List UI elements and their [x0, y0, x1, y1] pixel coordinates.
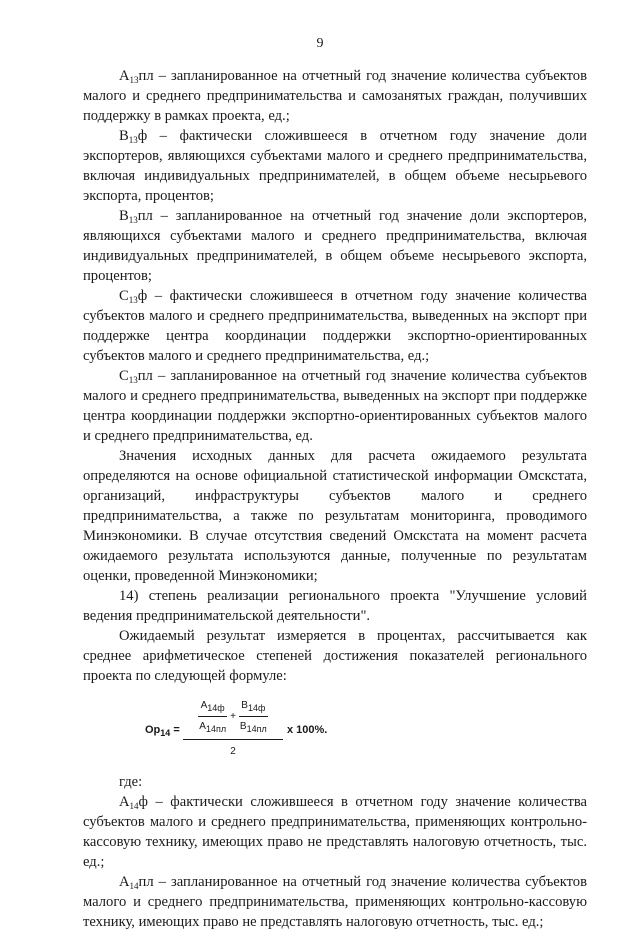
ratio-a14: $А_{14ф}$ $А_{14пл}$	[198, 696, 227, 737]
formula-or14	[83, 696, 587, 757]
definition-c13pl: $С_{13}пл$ – запланированное на отчетный год значение количества субъектов малого и среднего предпринимательства, выведенных на экспорт при поддержке центра координации поддержки экспортно-ориентированных субъектов малого и среднего предпринимательства, ед.	[83, 368, 587, 444]
where-label: где:	[119, 774, 143, 790]
formula-numerator	[183, 696, 283, 740]
formula-fraction	[183, 696, 283, 762]
ratio-b14: $В_{14ф}$ $В_{14пл}$	[239, 696, 268, 737]
page-number: 9	[316, 36, 324, 51]
formula-lhs: $Ор_{14}$ =	[145, 724, 180, 738]
definition-a13pl: $А_{13}пл$ – запланированное на отчетный год значение количества субъектов малого и среднего предпринимательства и самозанятых граждан, получивших поддержку в рамках проекта, ед.;	[83, 68, 587, 124]
definition-c13f: $С_{13}ф$ – фактически сложившееся в отчетном году значение количества субъектов малого и среднего предпринимательства, выведенных на экспорт при поддержке центра координации поддержки экспортно-ориентированных субъектов малого и среднего предпринимательства, ед.;	[83, 288, 587, 364]
formula-denominator: 2	[230, 746, 236, 757]
definition-a14pl: $А_{14}пл$ – запланированное на отчетный год значение количества субъектов малого и среднего предпринимательства, применяющих контрольно-кассовую технику, имеющих право не представлять налоговую отчетность, тыс. ед.;	[83, 874, 587, 930]
definition-a14f: $А_{14}ф$ – фактически сложившееся в отчетном году значение количества субъектов малого и среднего предпринимательства, применяющих контрольно-кассовую технику, имеющих право не представлять налоговую отчетность, тыс. ед.;	[83, 794, 587, 870]
document-body	[83, 66, 587, 932]
formula-multiplier: х 100%.	[287, 724, 328, 736]
definition-b13pl: $В_{13}пл$ – запланированное на отчетный год значение доли экспортеров, являющихся субъектами малого и среднего предпринимательства, включая индивидуальных предпринимателей, в общем объеме несырьевого экспорта, процентов;	[83, 208, 587, 284]
item-14-heading: 14) степень реализации регионального проекта "Улучшение условий ведения предпринимательской деятельности".	[83, 588, 587, 624]
data-sources-paragraph: Значения исходных данных для расчета ожидаемого результата определяются на основе официальной статистической информации Омскстата, организаций, инфраструктуры субъектов малого и среднего предпринимательства, а также по результатам мониторинга, проводимого Минэкономики. В случае отсутствия сведений Омскстата на момент расчета ожидаемого результата используются данные, полученные по результатам оценки, проведенной Минэкономики;	[83, 448, 587, 584]
expected-result-paragraph: Ожидаемый результат измеряется в процентах, рассчитывается как среднее арифметическое степеней достижения показателей регионального проекта по следующей формуле:	[83, 628, 587, 684]
definition-b13f: $В_{13}ф$ – фактически сложившееся в отчетном году значение доли экспортеров, являющихся субъектами малого и среднего предпринимательства, включая индивидуальных предпринимателей, в общем объеме несырьевого экспорта, процентов;	[83, 128, 587, 204]
plus-sign: +	[230, 710, 236, 722]
